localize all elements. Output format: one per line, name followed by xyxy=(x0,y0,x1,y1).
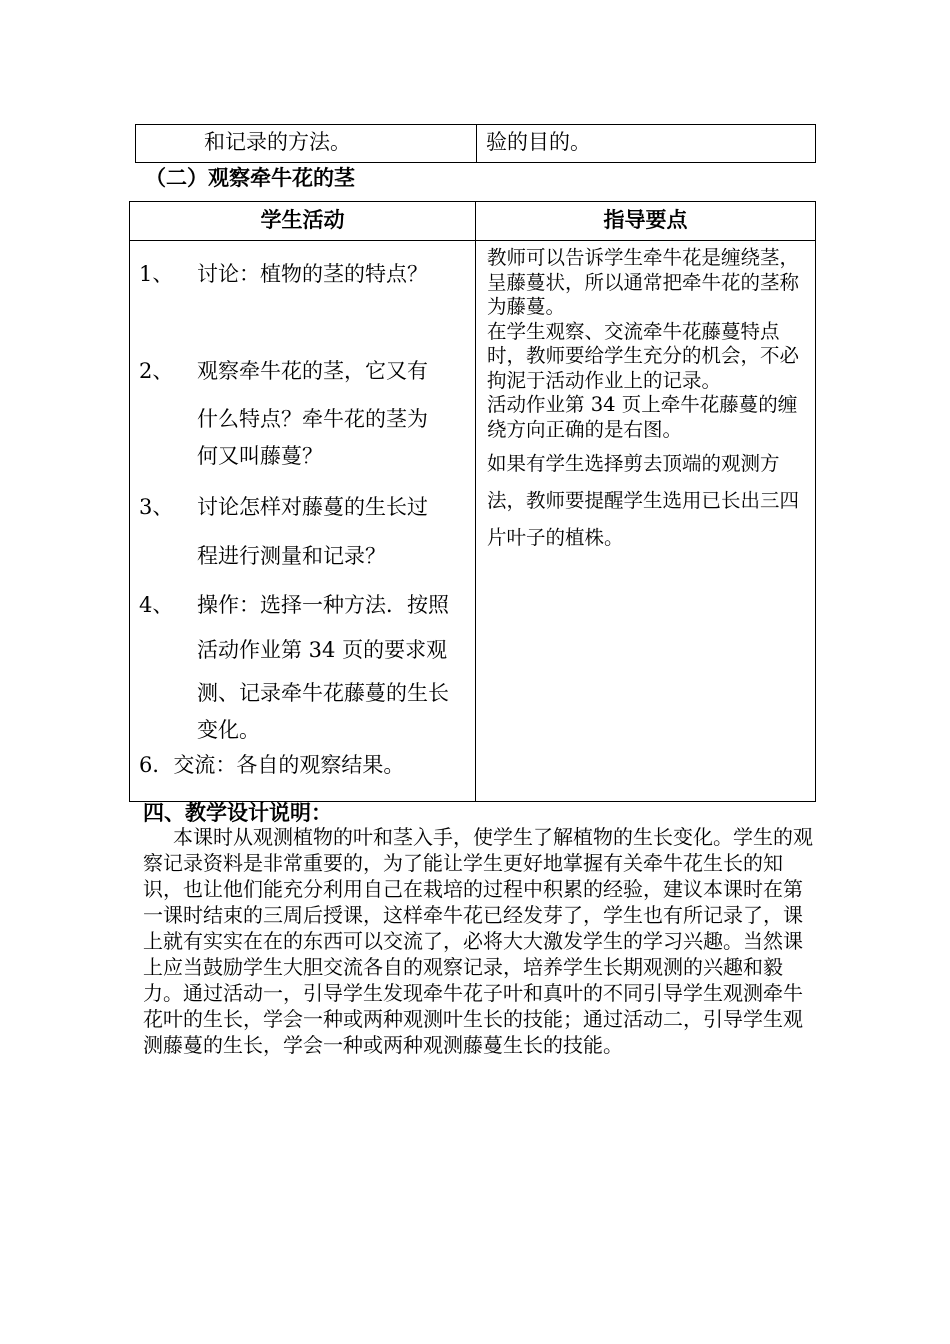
activity-line: 讨论：植物的茎的特点？ xyxy=(197,262,428,286)
activity-number: 3、 xyxy=(139,495,174,519)
design-explanation-paragraph: 本课时从观测植物的叶和茎入手，使学生了解植物的生长变化。学生的观察记录资料是非常重要的，为了能让学生更好地掌握有关牵牛花生长的知识，也让他们能充分利用自己在栽培的过程中积累的经验，建议本课时在第一课时结束的三周后授课，这样牵牛花已经发芽了，学生也有所记录了，课上就有实实在在的东西可以交流了，必将大大激发学生的学习兴趣。当然课上应当鼓励学生大胆交流各自的观察记录，培养学生长期观测的兴趣和毅力。通过活动一，引导学生发现牵牛花子叶和真叶的不同引导学生观测牵牛花叶的生长，学会一种或两种观测叶生长的技能；通过活动二，引导学生观测藤蔓的生长，学会一种或两种观测藤蔓生长的技能。 xyxy=(143,825,813,1057)
guidance-paragraph: 教师可以告诉学生牵牛花是缠绕茎，呈藤蔓状，所以通常把牵牛花的茎称为藤蔓。 xyxy=(487,246,800,318)
activity-number: 1、 xyxy=(139,262,174,286)
activity-line: 测、记录牵牛花藤蔓的生长 xyxy=(197,681,449,705)
guidance-paragraph: 活动作业第 34 页上牵牛花藤蔓的缠绕方向正确的是右图。 xyxy=(487,393,798,441)
activity-table xyxy=(129,201,816,802)
activity-line: 程进行测量和记录？ xyxy=(197,544,386,568)
activity-line: 操作：选择一种方法．按照 xyxy=(197,593,449,617)
activity-number: 4、 xyxy=(139,593,174,617)
activity-line: 6．交流：各自的观察结果。 xyxy=(139,753,405,777)
guidance-paragraph: 如果有学生选择剪去顶端的观测方法，教师要提醒学生选用已长出三四片叶子的植株。 xyxy=(487,452,800,549)
activity-number: 2、 xyxy=(139,359,174,383)
continuation-left-text: 和记录的方法。 xyxy=(204,130,351,154)
guidance-notes xyxy=(476,241,815,556)
header-right-label: 指导要点 xyxy=(603,207,688,232)
section2-title: （二）观察牵牛花的茎 xyxy=(145,165,355,190)
activity-line: 何又叫藤蔓？ xyxy=(197,444,323,468)
activity-line: 讨论怎样对藤蔓的生长过 xyxy=(197,495,428,519)
activity-line: 观察牵牛花的茎，它又有 xyxy=(197,359,428,383)
continuation-right-text: 验的目的。 xyxy=(486,130,591,154)
header-left-label: 学生活动 xyxy=(260,207,345,232)
activity-list xyxy=(130,241,475,801)
section4-title: 四、教学设计说明： xyxy=(143,800,332,825)
continuation-left-cell xyxy=(136,125,477,163)
continuation-table xyxy=(135,124,816,163)
header-student-activity xyxy=(130,202,476,241)
guidance-cell xyxy=(476,241,816,802)
continuation-right-cell xyxy=(477,125,816,163)
activity-line: 变化。 xyxy=(197,718,260,742)
header-guidance xyxy=(476,202,816,241)
activity-line: 什么特点？牵牛花的茎为 xyxy=(197,407,428,431)
activity-cell xyxy=(130,241,476,802)
guidance-paragraph: 在学生观察、交流牵牛花藤蔓特点时，教师要给学生充分的机会，不必拘泥于活动作业上的记录。 xyxy=(487,319,800,392)
activity-line: 活动作业第 34 页的要求观 xyxy=(197,638,448,662)
